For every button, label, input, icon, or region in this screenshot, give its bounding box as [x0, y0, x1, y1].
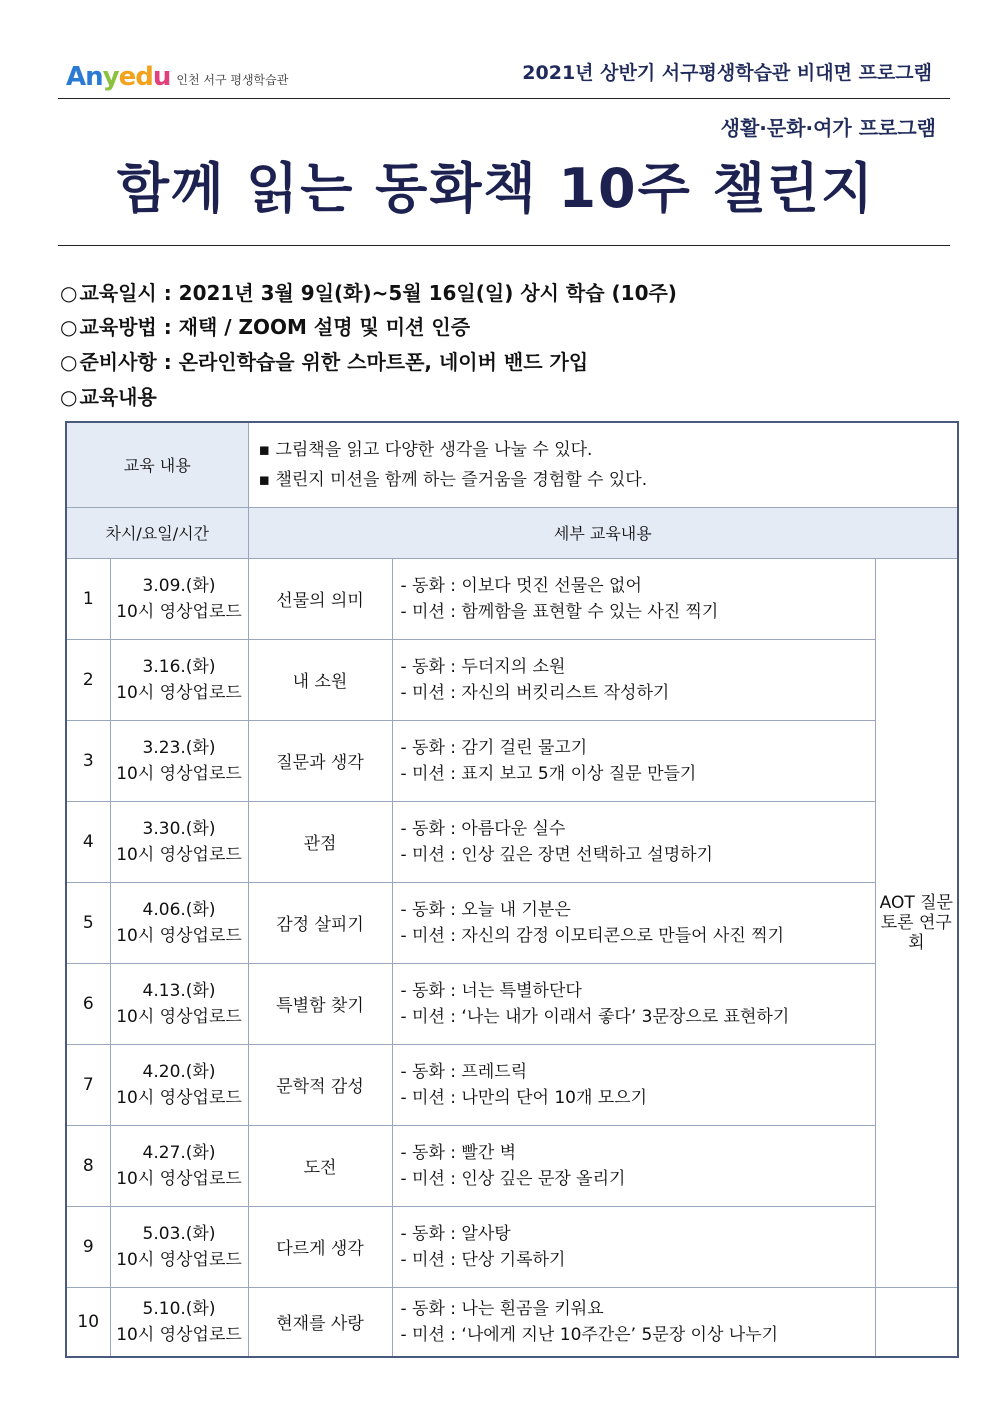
- session-topic: 관점: [248, 801, 392, 882]
- session-number: 3: [66, 720, 110, 801]
- session-topic: 질문과 생각: [248, 720, 392, 801]
- session-date: 4.20.(화): [142, 1061, 216, 1082]
- program-category: 생활·문화·여가 프로그램: [720, 116, 936, 140]
- session-number: 7: [66, 1044, 110, 1125]
- session-topic: 내 소원: [248, 639, 392, 720]
- table-row: [66, 720, 958, 801]
- session-date: 5.03.(화): [142, 1223, 216, 1244]
- session-mission: - 미션 : ‘나에게 지난 10주간은’ 5문장 이상 나누기: [400, 1324, 779, 1345]
- page-header: [58, 44, 950, 100]
- session-topic: 현재를 사랑: [248, 1287, 392, 1357]
- table-row: [66, 1287, 958, 1357]
- session-time: 10시 영상업로드: [116, 844, 242, 865]
- session-mission: - 미션 : 함께함을 표현할 수 있는 사진 찍기: [400, 601, 719, 622]
- session-time: 10시 영상업로드: [116, 1168, 242, 1189]
- session-number: 8: [66, 1125, 110, 1206]
- session-book: - 동화 : 나는 흰곰을 키워요: [400, 1298, 604, 1319]
- session-mission: - 미션 : 자신의 감정 이모티콘으로 만들어 사진 찍기: [400, 925, 785, 946]
- session-datetime: [110, 801, 248, 882]
- session-book: - 동화 : 이보다 멋진 선물은 없어: [400, 575, 642, 596]
- session-topic: 선물의 의미: [248, 558, 392, 639]
- session-number: 6: [66, 963, 110, 1044]
- session-book: - 동화 : 두더지의 소원: [400, 656, 566, 677]
- header-title: 2021년 상반기 서구평생학습관 비대면 프로그램: [522, 62, 932, 84]
- logo-mark: Anyedu: [66, 62, 171, 92]
- session-datetime: [110, 1206, 248, 1287]
- session-datetime: [110, 639, 248, 720]
- column-header-row: [66, 507, 958, 558]
- session-datetime: [110, 558, 248, 639]
- session-datetime: [110, 882, 248, 963]
- session-book: - 동화 : 알사탕: [400, 1223, 511, 1244]
- session-number: 10: [66, 1287, 110, 1357]
- session-number: 9: [66, 1206, 110, 1287]
- table-row: [66, 1206, 958, 1287]
- session-mission: - 미션 : 표지 보고 5개 이상 질문 만들기: [400, 763, 697, 784]
- instructor-cell-empty: [875, 1287, 958, 1357]
- session-topic: 문학적 감성: [248, 1044, 392, 1125]
- session-time: 10시 영상업로드: [116, 763, 242, 784]
- session-date: 3.09.(화): [142, 575, 216, 596]
- session-detail: [392, 882, 875, 963]
- session-number: 5: [66, 882, 110, 963]
- session-datetime: [110, 963, 248, 1044]
- session-datetime: [110, 1287, 248, 1357]
- table-row: [66, 639, 958, 720]
- table-row: [66, 1044, 958, 1125]
- session-mission: - 미션 : 나만의 단어 10개 모으기: [400, 1087, 648, 1108]
- session-detail: [392, 558, 875, 639]
- session-detail: [392, 1206, 875, 1287]
- table-row: [66, 801, 958, 882]
- goal-item: ▪ 챌린지 미션을 함께 하는 즐거움을 경험할 수 있다.: [258, 469, 648, 490]
- session-detail: [392, 1125, 875, 1206]
- table-row: [66, 882, 958, 963]
- info-line-preparation: ○ 준비사항 : 온라인학습을 위한 스마트폰, 네이버 밴드 가입: [60, 350, 589, 374]
- session-datetime: [110, 720, 248, 801]
- session-mission: - 미션 : 자신의 버킷리스트 작성하기: [400, 682, 670, 703]
- session-date: 4.27.(화): [142, 1142, 216, 1163]
- session-time: 10시 영상업로드: [116, 1324, 242, 1345]
- goal-header: 교육 내용: [66, 422, 248, 507]
- column-header-schedule: 차시/요일/시간: [66, 507, 248, 558]
- session-mission: - 미션 : 인상 깊은 장면 선택하고 설명하기: [400, 844, 713, 865]
- session-book: - 동화 : 프레드릭: [400, 1061, 528, 1082]
- session-detail: [392, 720, 875, 801]
- session-date: 4.13.(화): [142, 980, 216, 1001]
- header-divider: [58, 98, 950, 99]
- session-mission: - 미션 : 단상 기록하기: [400, 1249, 566, 1270]
- session-time: 10시 영상업로드: [116, 601, 242, 622]
- session-date: 5.10.(화): [142, 1298, 216, 1319]
- session-mission: - 미션 : ‘나는 내가 이래서 좋다’ 3문장으로 표현하기: [400, 1006, 790, 1027]
- session-book: - 동화 : 빨간 벽: [400, 1142, 517, 1163]
- session-time: 10시 영상업로드: [116, 1006, 242, 1027]
- session-detail: [392, 639, 875, 720]
- session-mission: - 미션 : 인상 깊은 문장 올리기: [400, 1168, 626, 1189]
- session-book: - 동화 : 아름다운 실수: [400, 818, 566, 839]
- session-detail: [392, 1287, 875, 1357]
- session-detail: [392, 1044, 875, 1125]
- anyedu-logo: [66, 56, 288, 92]
- session-detail: [392, 963, 875, 1044]
- table-row: [66, 963, 958, 1044]
- info-line-content: ○ 교육내용: [60, 385, 157, 409]
- session-topic: 다르게 생각: [248, 1206, 392, 1287]
- session-date: 3.30.(화): [142, 818, 216, 839]
- logo-subtitle: 인천 서구 평생학습관: [176, 73, 289, 87]
- title-divider: [58, 245, 950, 246]
- session-time: 10시 영상업로드: [116, 1249, 242, 1270]
- session-topic: 특별함 찾기: [248, 963, 392, 1044]
- table-row: [66, 558, 958, 639]
- info-line-method: ○ 교육방법 : 재택 / ZOOM 설명 및 미션 인증: [60, 315, 471, 339]
- session-book: - 동화 : 감기 걸린 물고기: [400, 737, 588, 758]
- instructor-cell: AOT 질문토론 연구회: [875, 558, 958, 1287]
- session-date: 3.23.(화): [142, 737, 216, 758]
- session-time: 10시 영상업로드: [116, 1087, 242, 1108]
- session-datetime: [110, 1044, 248, 1125]
- schedule-table: [65, 421, 959, 1358]
- session-time: 10시 영상업로드: [116, 925, 242, 946]
- session-datetime: [110, 1125, 248, 1206]
- session-number: 4: [66, 801, 110, 882]
- session-book: - 동화 : 너는 특별하단다: [400, 980, 582, 1001]
- session-number: 2: [66, 639, 110, 720]
- session-date: 3.16.(화): [142, 656, 216, 677]
- session-number: 1: [66, 558, 110, 639]
- session-topic: 감정 살피기: [248, 882, 392, 963]
- session-topic: 도전: [248, 1125, 392, 1206]
- info-line-date: ○ 교육일시 : 2021년 3월 9일(화)~5월 16일(일) 상시 학습 (10주): [60, 281, 677, 305]
- table-row: [66, 1125, 958, 1206]
- session-detail: [392, 801, 875, 882]
- goal-list: [248, 422, 958, 507]
- goal-item: ▪ 그림책을 읽고 다양한 생각을 나눌 수 있다.: [258, 439, 593, 460]
- session-date: 4.06.(화): [142, 899, 216, 920]
- goal-row: [66, 422, 958, 507]
- session-book: - 동화 : 오늘 내 기분은: [400, 899, 571, 920]
- session-time: 10시 영상업로드: [116, 682, 242, 703]
- page-title: 함께 읽는 동화책 10주 챌린지: [116, 157, 876, 220]
- column-header-detail: 세부 교육내용: [248, 507, 958, 558]
